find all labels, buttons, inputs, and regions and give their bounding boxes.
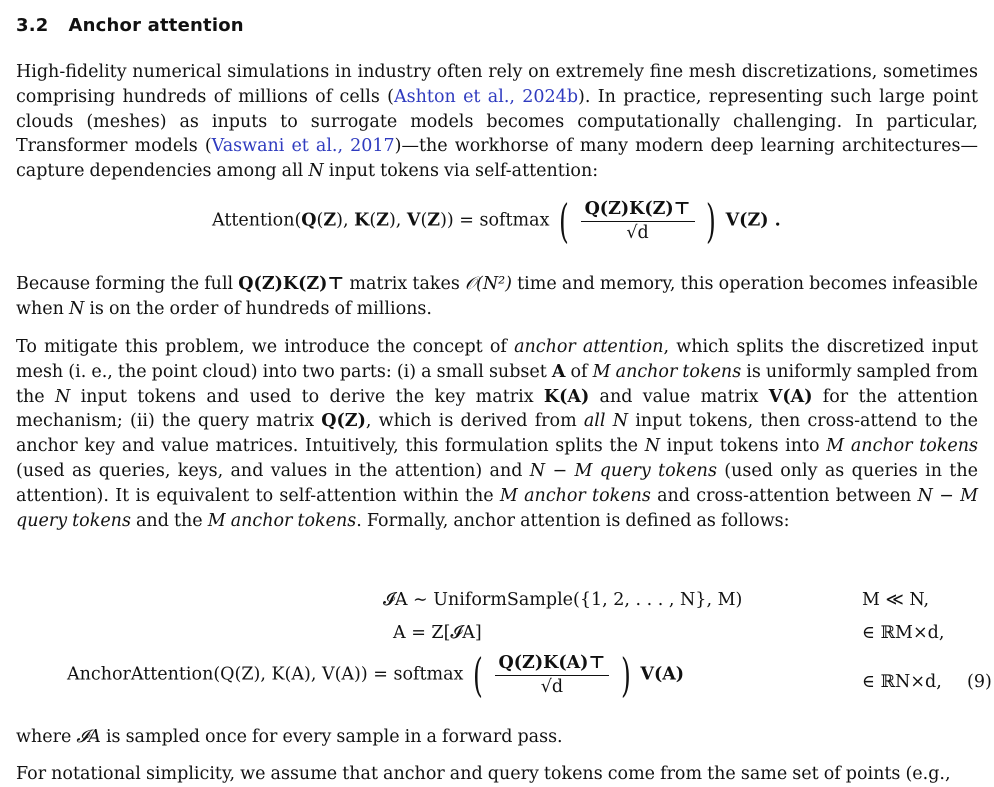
para3-text: for the attention mechanism; (ii) the query matrix (16, 386, 978, 432)
equation-attention (212, 194, 781, 248)
eq2-line1-condition (862, 590, 929, 610)
term-anchor-tokens: anchor tokens (524, 485, 651, 506)
term-anchor-attention: anchor attention (514, 337, 664, 357)
eq2-line1 (383, 590, 742, 610)
para3-text: input tokens, then cross-attend to the anchor key and value matrices. Intuitively, this formulation splits the (16, 411, 979, 457)
para3-text: input tokens into (660, 436, 827, 457)
equation-number (967, 672, 992, 692)
math-M: M (207, 510, 226, 531)
equation-number-text: (9) (967, 672, 992, 692)
para3-text: is uniformly sampled from the (16, 361, 979, 407)
eq1-rhs: V(Z) . (725, 210, 781, 231)
math-N: N (644, 436, 660, 457)
para2-text-3: time and memory, this operation becomes infeasible when (16, 274, 978, 319)
para1-text-1: High-fidelity numerical simulations in industry often rely on extremely fine mesh discretizations, sometimes comprising hundreds of millions of cells ( (16, 62, 978, 107)
para3-text: , which splits the discretized input mesh (i. e., the point cloud) into two parts: (i) a small subset (16, 337, 978, 382)
eq2-line1-text: 𝓘A ∼ UniformSample({1, 2, . . . , N}, M) (383, 590, 743, 610)
right-paren: ) (706, 194, 716, 248)
para5-text: For notational simplicity, we assume that anchor and query tokens come from the same set of points (e.g., (16, 764, 951, 784)
eq2-line3-lhs: AnchorAttention(Q(Z), K(A), V(A)) = softmax (67, 664, 464, 685)
para2-text-4: is on the order of hundreds of millions. (84, 298, 432, 319)
eq2-line3-rhs: V(A) (640, 664, 685, 685)
term-all: all (583, 411, 606, 432)
math-VA: V(A) (768, 386, 813, 407)
paragraph-intro (16, 60, 978, 184)
eq1-fraction (581, 199, 695, 243)
math-N: N (68, 298, 85, 319)
eq1-numerator: Q(Z)K(Z)⊤ (581, 199, 695, 222)
eq2-line2-condition (862, 623, 944, 643)
para3-text: , which is derived from (365, 411, 584, 432)
para3-text: (used as queries, keys, and values in the attention) and (16, 460, 530, 481)
para3-text: To mitigate this problem, we introduce the concept of (16, 337, 515, 357)
math-N-minus-M: N − M (917, 485, 978, 506)
term-anchor-tokens: anchor tokens (615, 361, 742, 382)
term-anchor-tokens: anchor tokens (850, 436, 978, 457)
para4-text: is sampled once for every sample in a forward pass. (100, 727, 563, 747)
math-IA: 𝓘A (76, 727, 101, 747)
para3-text: of (565, 361, 593, 382)
math-N: N (54, 386, 71, 407)
paragraph-complexity (16, 272, 978, 322)
para3-text: input tokens and used to derive the key matrix (70, 386, 544, 407)
para1-text-2: ). In practice, representing such large point clouds (meshes) as inputs to surrogate models becomes computationally challenging. In particular, Transformer models ( (16, 86, 979, 157)
eq1-denominator: √d (626, 223, 649, 243)
math-M: M (826, 436, 845, 457)
math-QZ: Q(Z) (321, 411, 366, 432)
math-complexity: 𝒪(N²) (464, 274, 512, 294)
math-M: M (499, 485, 518, 506)
para4-text: where (16, 727, 77, 747)
section-number: 3.2 (16, 15, 49, 36)
term-anchor-tokens: anchor tokens (230, 510, 357, 531)
left-paren: ( (473, 648, 483, 702)
eq2-line3-cond-text: ∈ ℝN×d, (862, 672, 942, 692)
para3-text: (used only as queries in the attention). It is equivalent to self-attention within the (16, 460, 978, 506)
term-query-tokens: query tokens (599, 460, 717, 481)
citation-vaswani[interactable]: Vaswani et al., 2017 (211, 136, 395, 157)
math-KA: K(A) (543, 386, 590, 407)
term-query-tokens: query tokens (16, 510, 131, 531)
para3-text: and the (130, 510, 208, 531)
paragraph-sampling-note (16, 725, 978, 750)
math-QK-matrix: Q(Z)K(Z)⊤ (238, 274, 345, 294)
citation-ashton[interactable]: Ashton et al., 2024b (394, 86, 579, 107)
math-A: A (551, 361, 566, 382)
para1-text-3: )—the workhorse of many modern deep learning architectures—capture dependencies among all (16, 136, 979, 182)
eq2-denominator: √d (540, 677, 564, 697)
paragraph-anchor-attention (16, 335, 978, 533)
section-title: Anchor attention (68, 15, 244, 36)
eq2-line3-condition (862, 672, 942, 692)
eq2-line2 (393, 623, 482, 643)
eq2-fraction (495, 653, 610, 697)
eq2-line1-cond-text: M ≪ N, (862, 590, 930, 610)
para3-text: and cross-attention between (650, 485, 918, 506)
math-N: N (308, 161, 324, 182)
right-paren: ) (620, 648, 631, 702)
para3-text: and value matrix (589, 386, 769, 407)
eq2-line2-cond-text: ∈ ℝM×d, (862, 623, 945, 643)
eq2-line2-text: A = Z[𝓘A] (393, 623, 482, 643)
para2-text-2: matrix takes (344, 274, 465, 294)
para3-text: . Formally, anchor attention is defined as follows: (356, 510, 790, 531)
math-N: N (612, 411, 629, 432)
eq1-lhs: Attention(Q(Z), K(Z), V(Z)) = softmax (212, 210, 550, 231)
math-M: M (592, 361, 611, 382)
section-heading (16, 15, 244, 36)
para1-text-4: input tokens via self-attention: (323, 161, 599, 182)
eq2-numerator: Q(Z)K(A)⊤ (495, 653, 610, 676)
math-N-minus-M: N − M (529, 460, 593, 481)
paragraph-notation (16, 762, 978, 787)
left-paren: ( (559, 194, 569, 248)
eq2-line3 (67, 648, 685, 702)
para2-text-1: Because forming the full (16, 274, 239, 294)
